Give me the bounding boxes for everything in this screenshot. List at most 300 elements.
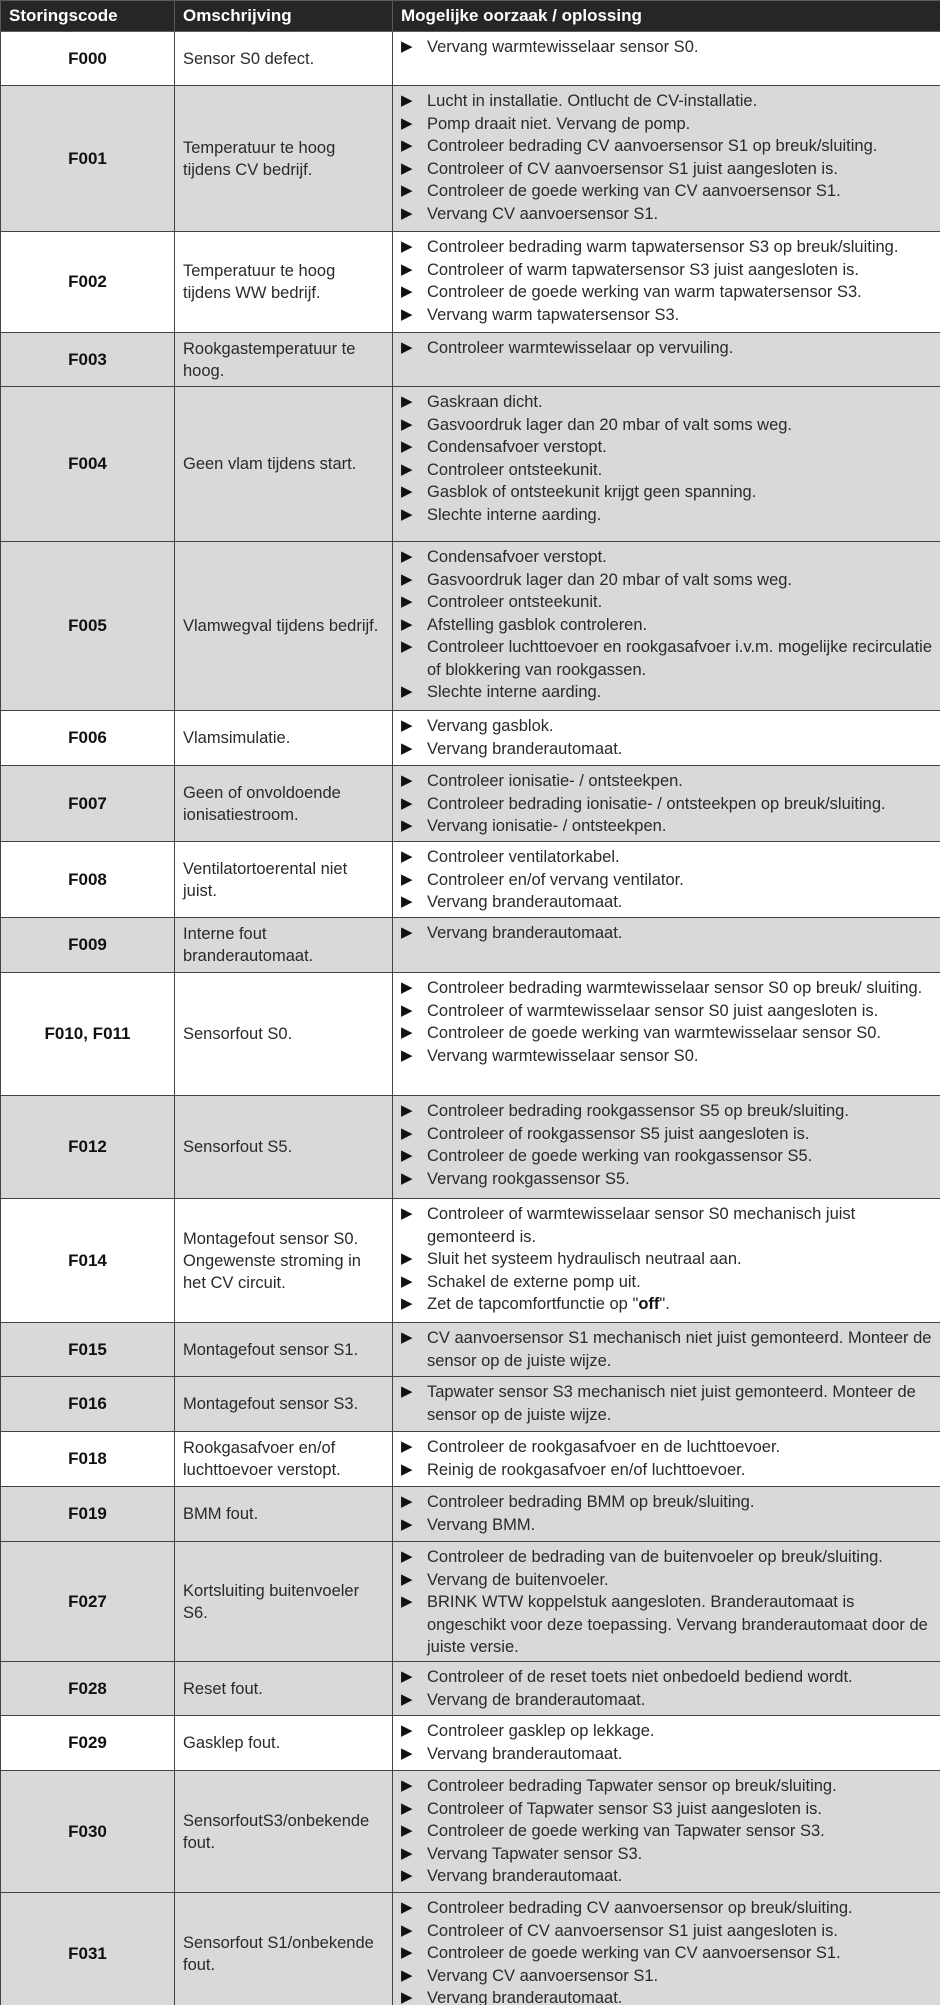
- solution-list: [399, 236, 934, 326]
- triangle-right-icon: ▶: [401, 1205, 413, 1222]
- solution-text: CV aanvoersensor S1 mechanisch niet juist gemonteerd. Monteer de sensor op de juiste wijze.: [427, 1329, 932, 1370]
- solution-item: [399, 36, 934, 59]
- table-row: [1, 766, 940, 842]
- solution-item: [399, 1965, 934, 1988]
- solution-item: [399, 504, 934, 527]
- solution-text: Controleer de goede werking van CV aanvoersensor S1.: [427, 182, 841, 200]
- table-row: [1, 918, 940, 973]
- table-row: [1, 387, 940, 542]
- error-description: Reset fout.: [175, 1662, 393, 1716]
- solution-item: [399, 1720, 934, 1743]
- triangle-right-icon: ▶: [401, 415, 413, 433]
- triangle-right-icon: ▶: [401, 1722, 413, 1739]
- solution-cell: [393, 86, 940, 232]
- error-description: Temperatuur te hoog tijdens WW bedrijf.: [175, 232, 393, 333]
- solution-item: [399, 236, 934, 259]
- solution-text: Pomp draait niet. Vervang de pomp.: [427, 114, 691, 133]
- triangle-right-icon: ▶: [401, 739, 413, 757]
- solution-list: [399, 1897, 934, 2005]
- triangle-right-icon: ▶: [401, 38, 413, 55]
- error-code: F014: [1, 1199, 175, 1323]
- solution-text: Vervang branderautomaat.: [427, 893, 623, 911]
- error-description: Montagefout sensor S0. Ongewenste stroming in het CV circuit.: [175, 1199, 393, 1323]
- solution-item: [399, 1775, 934, 1798]
- solution-item: [399, 304, 934, 327]
- solution-list: [399, 715, 934, 760]
- solution-item: [399, 1327, 934, 1372]
- table-row: [1, 86, 940, 232]
- error-description: Sensor S0 defect.: [175, 32, 393, 86]
- solution-item: [399, 158, 934, 181]
- solution-cell: [393, 1771, 940, 1893]
- solution-list: [399, 770, 934, 838]
- solution-text: Vervang Tapwater sensor S3.: [427, 1844, 643, 1863]
- solution-item: [399, 869, 934, 892]
- table-row: [1, 1096, 940, 1199]
- solution-list: [399, 1775, 934, 1888]
- solution-item: [399, 1591, 934, 1659]
- solution-text: Vervang gasblok.: [427, 717, 554, 735]
- error-description: Geen of onvoldoende ionisatiestroom.: [175, 766, 393, 842]
- triangle-right-icon: ▶: [401, 1668, 413, 1685]
- triangle-right-icon: ▶: [401, 1844, 413, 1862]
- triangle-right-icon: ▶: [401, 460, 413, 478]
- table-row: [1, 1377, 940, 1432]
- solution-list: [399, 1491, 934, 1536]
- solution-text: Vervang branderautomaat.: [427, 1744, 623, 1763]
- triangle-right-icon: ▶: [401, 1921, 413, 1939]
- triangle-right-icon: ▶: [401, 1024, 413, 1041]
- solution-text: Controleer ontsteekunit.: [427, 460, 603, 479]
- solution-item: [399, 1271, 934, 1294]
- solution-text: Vervang branderautomaat.: [427, 924, 623, 942]
- triangle-right-icon: ▶: [401, 283, 413, 300]
- solution-item: [399, 715, 934, 738]
- triangle-right-icon: ▶: [401, 593, 413, 610]
- solution-item: [399, 1820, 934, 1843]
- error-code: F002: [1, 232, 175, 333]
- triangle-right-icon: ▶: [401, 548, 413, 565]
- error-code: F008: [1, 842, 175, 918]
- solution-item: [399, 793, 934, 816]
- header-description: Omschrijving: [175, 1, 393, 32]
- triangle-right-icon: ▶: [401, 204, 413, 222]
- triangle-right-icon: ▶: [401, 1944, 413, 1961]
- error-description: Montagefout sensor S3.: [175, 1377, 393, 1432]
- table-row: [1, 1199, 940, 1323]
- solution-list: [399, 1546, 934, 1659]
- solution-text: Vervang de branderautomaat.: [427, 1690, 646, 1709]
- triangle-right-icon: ▶: [401, 1295, 413, 1312]
- header-code: Storingscode: [1, 1, 175, 32]
- triangle-right-icon: ▶: [401, 1593, 413, 1610]
- triangle-right-icon: ▶: [401, 570, 413, 588]
- solution-item: [399, 1865, 934, 1888]
- solution-list: [399, 977, 934, 1067]
- triangle-right-icon: ▶: [401, 794, 413, 812]
- error-description: SensorfoutS3/onbekende fout.: [175, 1771, 393, 1893]
- solution-cell: [393, 842, 940, 918]
- solution-text: Lucht in installatie. Ontlucht de CV-installatie.: [427, 92, 758, 110]
- error-code: F004: [1, 387, 175, 542]
- table-row: [1, 1432, 940, 1487]
- solution-cell: [393, 973, 940, 1096]
- solution-cell: [393, 1542, 940, 1662]
- table-row: [1, 232, 940, 333]
- solution-list: [399, 1203, 934, 1316]
- solution-text: Controleer de goede werking van Tapwater sensor S3.: [427, 1822, 825, 1840]
- solution-text: Reinig de rookgasafvoer en/of luchttoevoer.: [427, 1460, 746, 1479]
- triangle-right-icon: ▶: [401, 483, 413, 500]
- solution-cell: [393, 232, 940, 333]
- solution-item: [399, 1000, 934, 1023]
- solution-item: [399, 591, 934, 614]
- error-code: F000: [1, 32, 175, 86]
- solution-item: [399, 337, 934, 360]
- triangle-right-icon: ▶: [401, 1966, 413, 1984]
- solution-item: [399, 1293, 934, 1316]
- error-code: F012: [1, 1096, 175, 1199]
- solution-text: Vervang warmtewisselaar sensor S0.: [427, 38, 699, 56]
- triangle-right-icon: ▶: [401, 505, 413, 523]
- table-row: [1, 333, 940, 387]
- solution-text: BRINK WTW koppelstuk aangesloten. Branderautomaat is ongeschikt voor deze toepassing. Vervang branderautomaat door de juiste versie.: [427, 1593, 928, 1656]
- solution-item: [399, 1987, 934, 2005]
- solution-item: [399, 436, 934, 459]
- error-code: F028: [1, 1662, 175, 1716]
- table-row: [1, 542, 940, 711]
- error-code: F015: [1, 1323, 175, 1377]
- triangle-right-icon: ▶: [401, 1899, 413, 1916]
- error-code: F019: [1, 1487, 175, 1542]
- solution-item: [399, 1248, 934, 1271]
- triangle-right-icon: ▶: [401, 1744, 413, 1762]
- solution-item: [399, 891, 934, 914]
- solution-item: [399, 614, 934, 637]
- solution-text: Controleer warmtewisselaar op vervuiling.: [427, 339, 734, 357]
- solution-text: Vervang de buitenvoeler.: [427, 1570, 609, 1589]
- triangle-right-icon: ▶: [401, 1250, 413, 1267]
- solution-item: [399, 977, 934, 1000]
- table-row: [1, 1323, 940, 1377]
- solution-cell: [393, 766, 940, 842]
- solution-list: [399, 1720, 934, 1765]
- solution-text: Controleer of warmtewisselaar sensor S0 mechanisch juist gemonteerd is.: [427, 1205, 856, 1246]
- solution-cell: [393, 1323, 940, 1377]
- error-description: Vlamsimulatie.: [175, 711, 393, 766]
- solution-text: Vervang branderautomaat.: [427, 1989, 623, 2005]
- table-row: [1, 711, 940, 766]
- solution-item: [399, 1689, 934, 1712]
- triangle-right-icon: ▶: [401, 1799, 413, 1817]
- solution-text: Controleer bedrading warm tapwatersensor S3 op breuk/sluiting.: [427, 238, 899, 256]
- error-code: F009: [1, 918, 175, 973]
- solution-item: [399, 546, 934, 569]
- table-body: [1, 32, 940, 2005]
- triangle-right-icon: ▶: [401, 1438, 413, 1455]
- solution-item: [399, 1045, 934, 1068]
- triangle-right-icon: ▶: [401, 1383, 413, 1400]
- table-row: [1, 1771, 940, 1893]
- triangle-right-icon: ▶: [401, 870, 413, 888]
- solution-text: Vervang rookgassensor S5.: [427, 1169, 630, 1188]
- error-code: F031: [1, 1893, 175, 2005]
- solution-text: Controleer bedrading ionisatie- / ontsteekpen op breuk/sluiting.: [427, 794, 886, 813]
- solution-item: [399, 770, 934, 793]
- solution-list: [399, 90, 934, 225]
- solution-text: Zet de tapcomfortfunctie op ": [427, 1295, 639, 1313]
- triangle-right-icon: ▶: [401, 305, 413, 323]
- solution-list: [399, 337, 934, 360]
- solution-item: [399, 636, 934, 681]
- solution-text: Schakel de externe pomp uit.: [427, 1272, 641, 1291]
- solution-text: Controleer bedrading warmtewisselaar sensor S0 op breuk/ sluiting.: [427, 979, 923, 997]
- solution-text: Condensafvoer verstopt.: [427, 548, 607, 566]
- solution-item: [399, 1843, 934, 1866]
- table-row: [1, 1893, 940, 2005]
- solution-text: Controleer ionisatie- / ontsteekpen.: [427, 772, 683, 790]
- solution-text: Vervang branderautomaat.: [427, 739, 623, 758]
- solution-list: [399, 1100, 934, 1190]
- solution-item: [399, 1145, 934, 1168]
- error-code: F005: [1, 542, 175, 711]
- table-row: [1, 1662, 940, 1716]
- triangle-right-icon: ▶: [401, 1001, 413, 1019]
- solution-list: [399, 1327, 934, 1372]
- triangle-right-icon: ▶: [401, 924, 413, 941]
- error-description: Kortsluiting buitenvoeler S6.: [175, 1542, 393, 1662]
- solution-item: [399, 135, 934, 158]
- solution-text: Slechte interne aarding.: [427, 505, 602, 524]
- solution-text: Controleer bedrading CV aanvoersensor op breuk/sluiting.: [427, 1899, 853, 1917]
- solution-item: [399, 1436, 934, 1459]
- solution-text: Tapwater sensor S3 mechanisch niet juist gemonteerd. Monteer de sensor op de juiste wijze.: [427, 1383, 916, 1424]
- triangle-right-icon: ▶: [401, 979, 413, 996]
- triangle-right-icon: ▶: [401, 1046, 413, 1064]
- table-row: [1, 32, 940, 86]
- triangle-right-icon: ▶: [401, 817, 413, 834]
- triangle-right-icon: ▶: [401, 1690, 413, 1708]
- solution-text: Slechte interne aarding.: [427, 683, 602, 701]
- solution-text: Controleer ontsteekunit.: [427, 593, 603, 611]
- triangle-right-icon: ▶: [401, 1548, 413, 1565]
- table-row: [1, 1487, 940, 1542]
- error-code: F018: [1, 1432, 175, 1487]
- solution-item: [399, 1666, 934, 1689]
- triangle-right-icon: ▶: [401, 1570, 413, 1588]
- triangle-right-icon: ▶: [401, 114, 413, 132]
- triangle-right-icon: ▶: [401, 893, 413, 910]
- solution-item: [399, 815, 934, 838]
- error-description: Sensorfout S1/onbekende fout.: [175, 1893, 393, 2005]
- solution-cell: [393, 711, 940, 766]
- solution-item: [399, 281, 934, 304]
- table-row: [1, 973, 940, 1096]
- solution-text: Controleer bedrading CV aanvoersensor S1 op breuk/sluiting.: [427, 137, 878, 155]
- solution-item: [399, 459, 934, 482]
- triangle-right-icon: ▶: [401, 1777, 413, 1794]
- error-code: F010, F011: [1, 973, 175, 1096]
- error-code: F006: [1, 711, 175, 766]
- solution-cell: [393, 1716, 940, 1771]
- solution-text: Vervang BMM.: [427, 1515, 536, 1534]
- solution-text: Controleer of de reset toets niet onbedoeld bediend wordt.: [427, 1668, 853, 1686]
- solution-text: Controleer de rookgasafvoer en de luchttoevoer.: [427, 1438, 781, 1456]
- triangle-right-icon: ▶: [401, 1493, 413, 1510]
- solution-item: [399, 1381, 934, 1426]
- solution-text: Controleer ventilatorkabel.: [427, 848, 620, 866]
- error-description: Interne fout branderautomaat.: [175, 918, 393, 973]
- solution-text: Gasvoordruk lager dan 20 mbar of valt soms weg.: [427, 570, 793, 589]
- triangle-right-icon: ▶: [401, 238, 413, 255]
- triangle-right-icon: ▶: [401, 182, 413, 199]
- solution-list: [399, 922, 934, 945]
- triangle-right-icon: ▶: [401, 638, 413, 655]
- solution-text: Controleer bedrading Tapwater sensor op breuk/sluiting.: [427, 1777, 837, 1795]
- solution-item: [399, 180, 934, 203]
- solution-cell: [393, 1487, 940, 1542]
- solution-cell: [393, 387, 940, 542]
- solution-item: [399, 1920, 934, 1943]
- solution-cell: [393, 1893, 940, 2005]
- solution-text: Vervang branderautomaat.: [427, 1867, 623, 1885]
- table-row: [1, 1542, 940, 1662]
- error-code: F027: [1, 1542, 175, 1662]
- solution-text: Gasvoordruk lager dan 20 mbar of valt soms weg.: [427, 415, 793, 434]
- solution-text: Controleer of rookgassensor S5 juist aangesloten is.: [427, 1124, 810, 1143]
- solution-cell: [393, 1662, 940, 1716]
- solution-item: [399, 846, 934, 869]
- triangle-right-icon: ▶: [401, 1867, 413, 1884]
- solution-text: Controleer de goede werking van warm tapwatersensor S3.: [427, 283, 862, 301]
- triangle-right-icon: ▶: [401, 772, 413, 789]
- solution-list: [399, 1436, 934, 1481]
- triangle-right-icon: ▶: [401, 1822, 413, 1839]
- solution-text: ".: [659, 1295, 670, 1313]
- solution-text: Vervang warm tapwatersensor S3.: [427, 305, 680, 324]
- solution-text: Controleer of warm tapwatersensor S3 juist aangesloten is.: [427, 260, 859, 279]
- solution-list: [399, 36, 934, 59]
- solution-text: Controleer bedrading BMM op breuk/sluiting.: [427, 1493, 755, 1511]
- solution-item: [399, 203, 934, 226]
- header-solution: Mogelijke oorzaak / oplossing: [393, 1, 940, 32]
- solution-text: Gaskraan dicht.: [427, 393, 543, 411]
- solution-text: Controleer of warmtewisselaar sensor S0 juist aangesloten is.: [427, 1001, 879, 1020]
- error-description: Geen vlam tijdens start.: [175, 387, 393, 542]
- header-row: [1, 1, 940, 32]
- error-code: F001: [1, 86, 175, 232]
- triangle-right-icon: ▶: [401, 1124, 413, 1142]
- triangle-right-icon: ▶: [401, 848, 413, 865]
- error-description: Gasklep fout.: [175, 1716, 393, 1771]
- solution-cell: [393, 918, 940, 973]
- solution-item: [399, 391, 934, 414]
- solution-cell: [393, 1199, 940, 1323]
- error-description: Temperatuur te hoog tijdens CV bedrijf.: [175, 86, 393, 232]
- solution-text: Controleer gasklep op lekkage.: [427, 1722, 655, 1740]
- triangle-right-icon: ▶: [401, 1329, 413, 1346]
- solution-text: Vervang CV aanvoersensor S1.: [427, 1966, 659, 1985]
- solution-item: [399, 1743, 934, 1766]
- solution-item: [399, 1168, 934, 1191]
- solution-text: Vervang warmtewisselaar sensor S0.: [427, 1046, 699, 1065]
- solution-text: Controleer de goede werking van rookgassensor S5.: [427, 1147, 813, 1165]
- solution-item: [399, 481, 934, 504]
- solution-item: [399, 738, 934, 761]
- solution-cell: [393, 1377, 940, 1432]
- solution-list: [399, 846, 934, 914]
- solution-text: Afstelling gasblok controleren.: [427, 615, 648, 634]
- solution-list: [399, 1666, 934, 1711]
- triangle-right-icon: ▶: [401, 1460, 413, 1478]
- solution-item: [399, 113, 934, 136]
- error-code: F030: [1, 1771, 175, 1893]
- solution-item: [399, 1514, 934, 1537]
- solution-item: [399, 1897, 934, 1920]
- solution-text: Controleer de goede werking van warmtewisselaar sensor S0.: [427, 1024, 881, 1042]
- solution-text: Vervang CV aanvoersensor S1.: [427, 204, 659, 223]
- triangle-right-icon: ▶: [401, 137, 413, 154]
- solution-cell: [393, 333, 940, 387]
- solution-cell: [393, 542, 940, 711]
- solution-item: [399, 1491, 934, 1514]
- triangle-right-icon: ▶: [401, 717, 413, 734]
- solution-list: [399, 546, 934, 704]
- solution-list: [399, 391, 934, 526]
- solution-item: [399, 1123, 934, 1146]
- triangle-right-icon: ▶: [401, 683, 413, 700]
- solution-text: Controleer de goede werking van CV aanvoersensor S1.: [427, 1944, 841, 1962]
- table-row: [1, 842, 940, 918]
- solution-text: Controleer of CV aanvoersensor S1 juist aangesloten is.: [427, 1921, 838, 1940]
- triangle-right-icon: ▶: [401, 159, 413, 177]
- solution-item: [399, 1546, 934, 1569]
- solution-item: [399, 922, 934, 945]
- solution-item: [399, 414, 934, 437]
- error-code: F003: [1, 333, 175, 387]
- solution-cell: [393, 1432, 940, 1487]
- solution-item: [399, 1203, 934, 1248]
- solution-cell: [393, 32, 940, 86]
- error-description: Montagefout sensor S1.: [175, 1323, 393, 1377]
- solution-list: [399, 1381, 934, 1426]
- table-row: [1, 1716, 940, 1771]
- solution-item: [399, 1569, 934, 1592]
- solution-text: Controleer of Tapwater sensor S3 juist aangesloten is.: [427, 1799, 823, 1818]
- triangle-right-icon: ▶: [401, 615, 413, 633]
- error-description: Rookgasafvoer en/of luchttoevoer verstopt.: [175, 1432, 393, 1487]
- error-description: Rookgastemperatuur te hoog.: [175, 333, 393, 387]
- triangle-right-icon: ▶: [401, 393, 413, 410]
- error-description: Sensorfout S0.: [175, 973, 393, 1096]
- triangle-right-icon: ▶: [401, 339, 413, 356]
- triangle-right-icon: ▶: [401, 1102, 413, 1119]
- solution-text: Sluit het systeem hydraulisch neutraal aan.: [427, 1250, 742, 1268]
- solution-item: [399, 259, 934, 282]
- solution-text: Gasblok of ontsteekunit krijgt geen spanning.: [427, 483, 757, 501]
- error-description: BMM fout.: [175, 1487, 393, 1542]
- solution-item: [399, 1798, 934, 1821]
- error-description: Sensorfout S5.: [175, 1096, 393, 1199]
- solution-item: [399, 1459, 934, 1482]
- solution-item: [399, 1942, 934, 1965]
- table-header: [1, 1, 940, 32]
- solution-emphasis: off: [638, 1295, 660, 1313]
- solution-item: [399, 681, 934, 704]
- solution-item: [399, 569, 934, 592]
- error-code: F016: [1, 1377, 175, 1432]
- solution-text: Controleer of CV aanvoersensor S1 juist aangesloten is.: [427, 159, 838, 178]
